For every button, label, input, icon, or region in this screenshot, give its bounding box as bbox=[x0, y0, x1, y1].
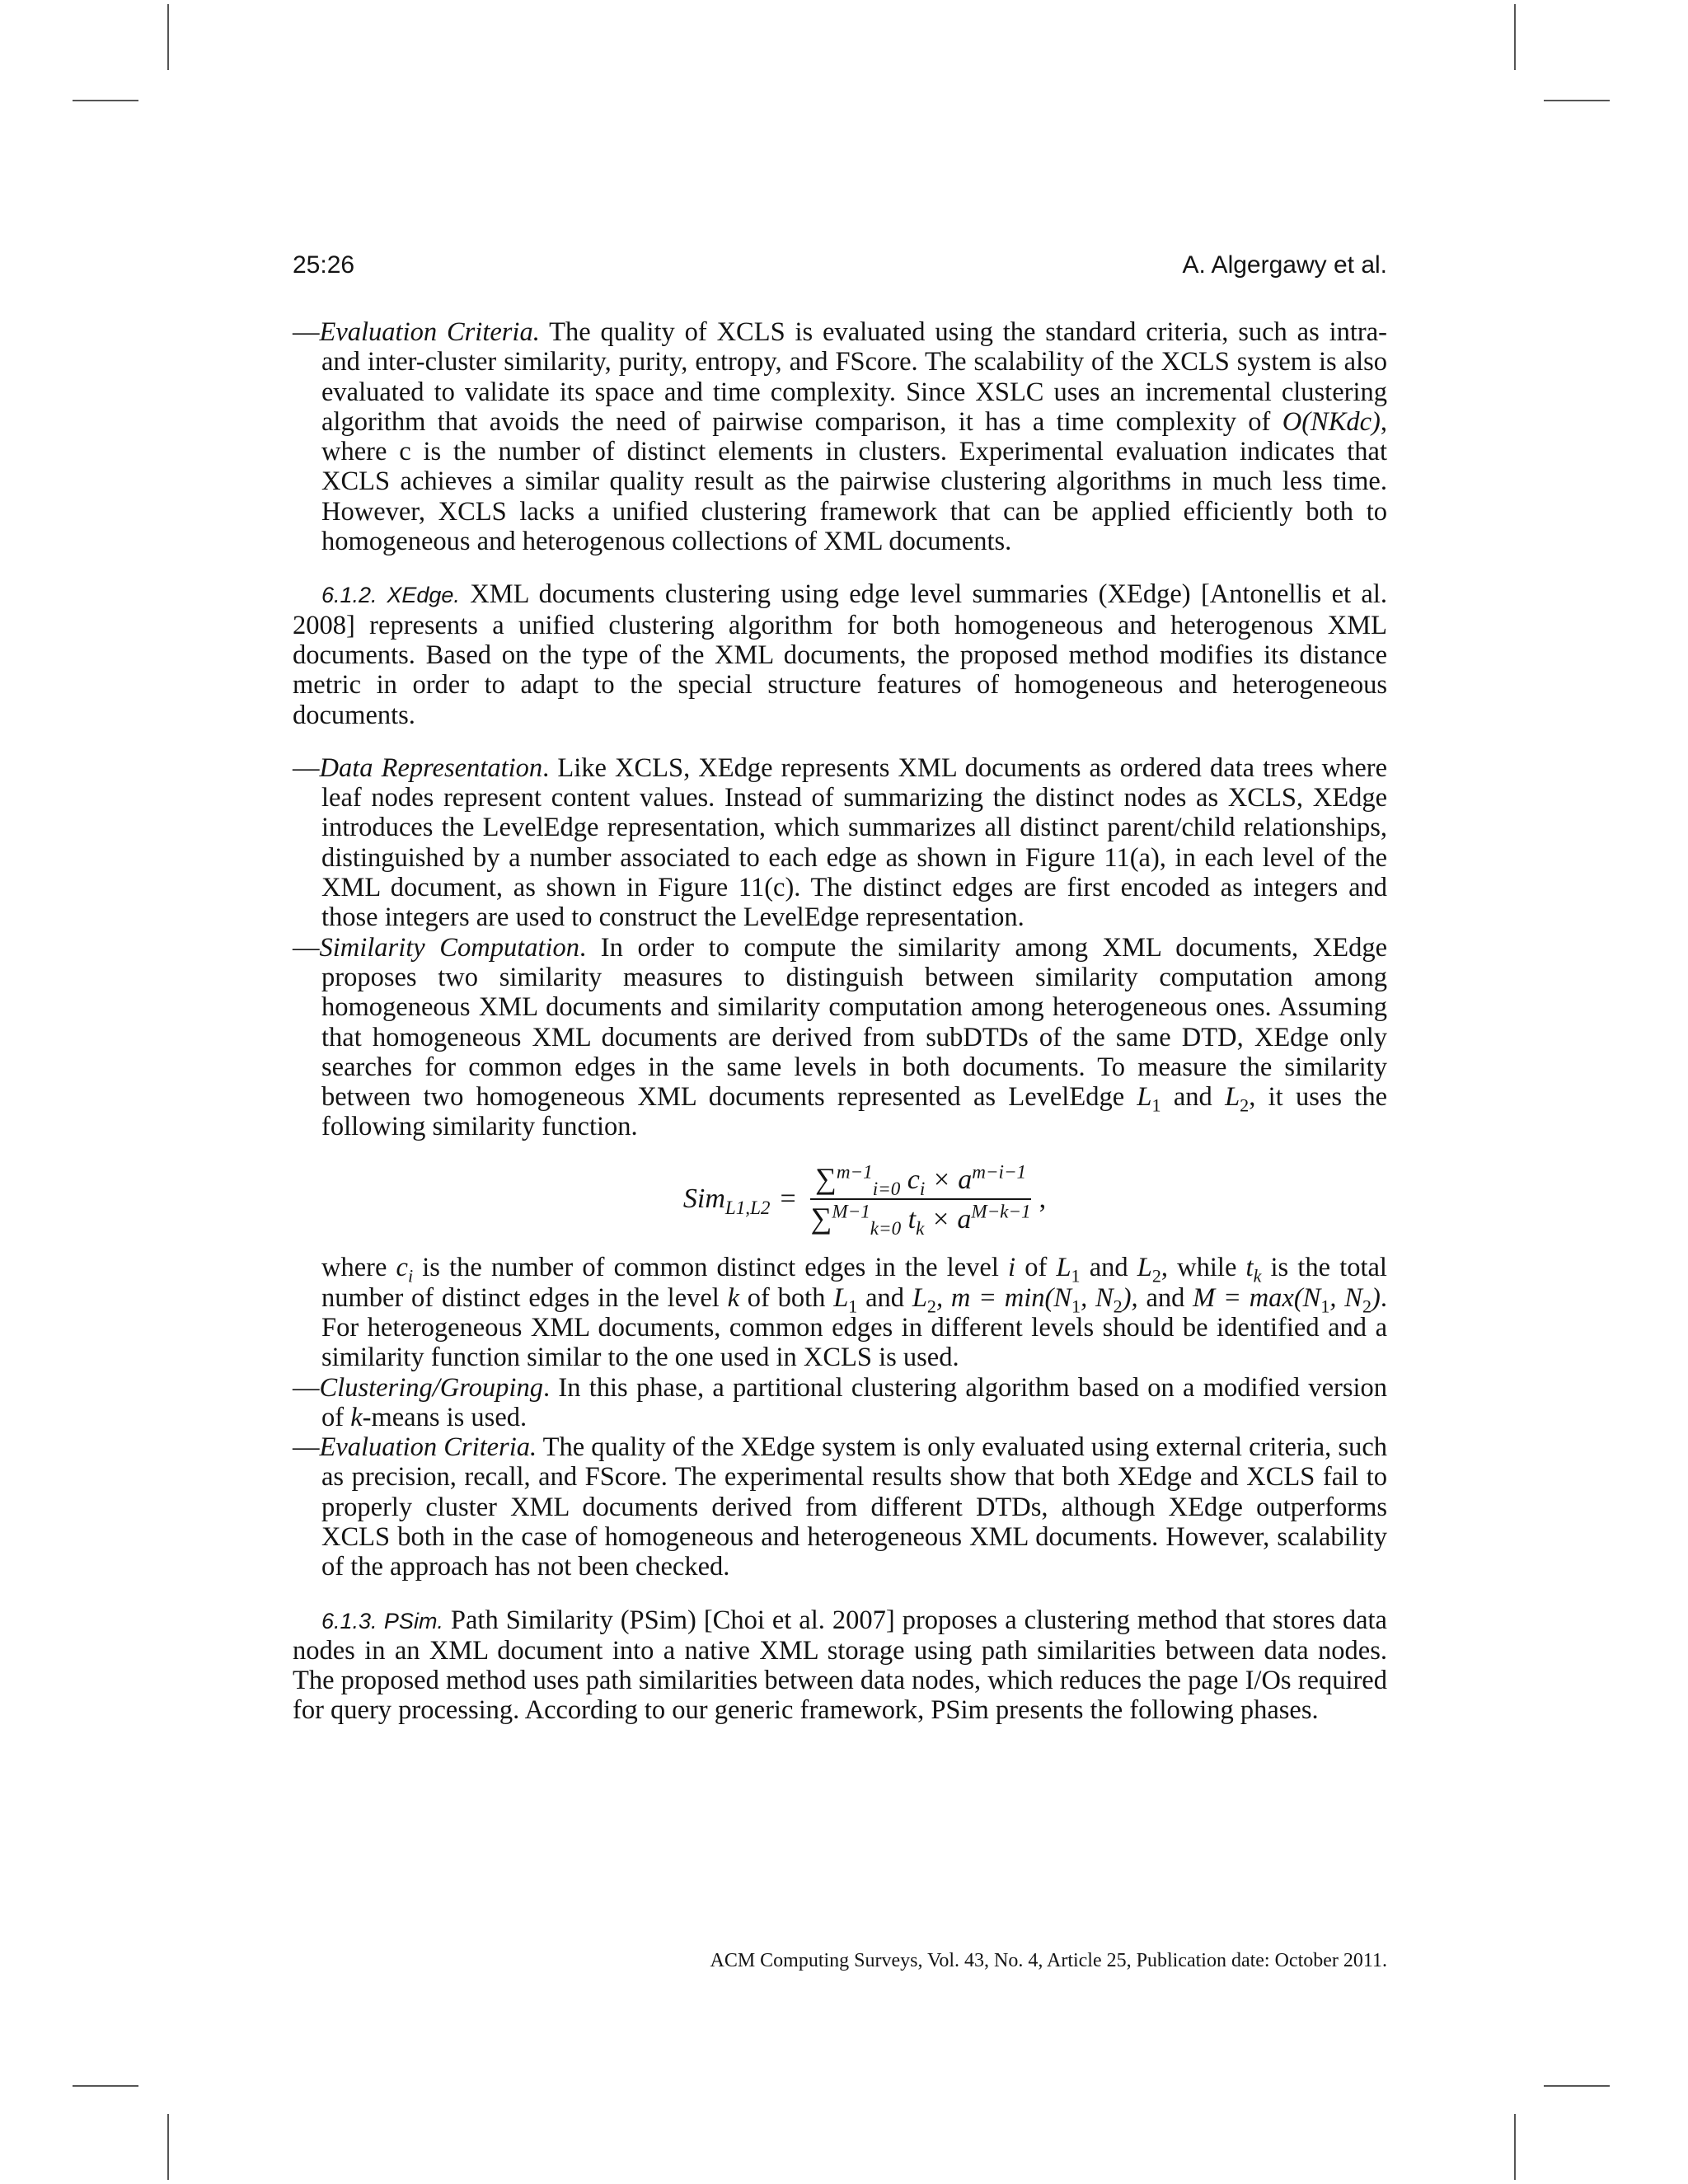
equation-explanation: where $c_i$ is the number of common distinct edges in the level i of $L_1$ and $L_2$, while $t_k$ is the total number of distinct edges in the level k of both $L_1$ and $L_2$, $m = \min(N_1$, $N_2$), and $M = \max(N_1$, $N_2$). For heterogeneous XML documents, common edges in different levels should be identified and a similarity function similar to the one used in XCLS is used. bbox=[321, 1253, 1387, 1373]
bullet-evaluation-criteria-xcls: —Evaluation Criteria. The quality of XCLS is evaluated using the standard criteria, such as intra- and inter-cluster similarity, purity, entropy, and FScore. The scalability of the XCLS system is also evaluated to validate its space and time complexity. Since XSLC uses an incremental clustering algorithm that avoids the need of pairwise comparison, it has a time complexity of O(NKdc), where c is the number of distinct elements in clusters. Experimental evaluation indicates that XCLS achieves a similar quality result as the pairwise clustering algorithms in much less time. However, XCLS lacks a unified clustering framework that can be applied efficiently both to homogeneous and heterogenous collections of XML documents. bbox=[293, 317, 1387, 557]
section-6-1-2-xedge: 6.1.2. XEdge. XML documents clustering using edge level summaries (XEdge) [Antonellis et al. 2008] represents a unified clustering algorithm for both homogeneous and heterogenous XML documents. Based on the type of the XML documents, the proposed method modifies its distance metric in order to adapt to the special structure features of homogeneous and heterogeneous documents. bbox=[293, 579, 1388, 730]
bullet-label: Evaluation Criteria. bbox=[319, 317, 540, 347]
crop-mark bbox=[1544, 100, 1610, 101]
bullet-label: Similarity Computation bbox=[319, 932, 580, 963]
crop-mark bbox=[73, 2085, 138, 2087]
bullet-label: Data Representation bbox=[319, 752, 543, 783]
crop-mark bbox=[1514, 4, 1516, 70]
section-6-1-3-psim: 6.1.3. PSim. Path Similarity (PSim) [Choi et al. 2007] proposes a clustering method that stores data nodes in an XML document into a native XML storage using path similarities between data nodes. The proposed method uses path similarities between data nodes, which reduces the page I/Os required for query processing. According to our generic framework, PSim presents the following phases. bbox=[293, 1605, 1387, 1726]
bullet-evaluation-criteria-xedge: —Evaluation Criteria. The quality of the XEdge system is only evaluated using external criteria, such as precision, recall, and FScore. The experimental results show that both XEdge and XCLS fail to properly cluster XML documents derived from different DTDs, although XEdge outperforms XCLS both in the case of homogeneous and heterogeneous XML documents. However, scalability of the approach has not been checked. bbox=[293, 1432, 1388, 1582]
complexity-notation: O(NKdc) bbox=[1282, 406, 1381, 437]
bullet-label: Evaluation Criteria. bbox=[319, 1432, 537, 1463]
crop-mark bbox=[1544, 2085, 1610, 2087]
running-authors: A. Algergawy et al. bbox=[1182, 251, 1387, 279]
equation-numerator: ∑$^{m-1}_{i=0}$ $c_i \times a^{m-i-1}$ bbox=[810, 1164, 1031, 1200]
bullet-similarity-computation: —Similarity Computation. In order to compute the similarity among XML documents, XEdge proposes two similarity measures to distinguish between similarity computation among homogeneous XML documents and similarity computation among heterogeneous ones. Assuming that homogeneous XML documents are derived from subDTDs of the same DTD, XEdge only searches for common edges in the same levels in both documents. To measure the similarity between two homogeneous XML documents represented as LevelEdge $L_1$ and $L_2$, it uses the following similarity function. bbox=[293, 932, 1387, 1142]
page-number: 25:26 bbox=[293, 251, 355, 279]
running-header bbox=[293, 251, 1387, 288]
equation-fraction bbox=[806, 1161, 1036, 1240]
crop-mark bbox=[167, 2114, 169, 2180]
crop-mark bbox=[167, 4, 169, 70]
section-heading: 6.1.2. XEdge. bbox=[321, 583, 460, 608]
page-footer: ACM Computing Surveys, Vol. 43, No. 4, Article 25, Publication date: October 2011. bbox=[710, 1950, 1387, 1971]
page-body bbox=[293, 317, 1387, 1726]
bullet-data-representation: —Data Representation. Like XCLS, XEdge represents XML documents as ordered data trees where leaf nodes represent content values. Instead of summarizing the distinct nodes as XCLS, XEdge introduces the LevelEdge representation, which summarizes all distinct parent/child relationships, distinguished by a number associated to each edge as shown in Figure 11(a), in each level of the XML document, as shown in Figure 11(c). The distinct edges are first encoded as integers and those integers are used to construct the LevelEdge representation. bbox=[293, 752, 1388, 933]
bullet-label: Clustering/Grouping bbox=[319, 1372, 543, 1403]
similarity-equation: Sim$_{L1,L2}$ = $\frac{\sum^{m-1}_{i=0} c_i \times a^{m-i-1}}{\sum^{M-1}_{k=0} t_k \times a^{M-k-1}}$ , bbox=[682, 1161, 1047, 1240]
section-heading: 6.1.3. PSim. bbox=[321, 1608, 443, 1633]
equation-denominator: ∑$^{M-1}_{k=0}$ $t_k \times a^{M-k-1}$ bbox=[810, 1201, 1031, 1240]
bullet-clustering-grouping: —Clustering/Grouping. In this phase, a partitional clustering algorithm based on a modified version of k-means is used. bbox=[293, 1372, 1387, 1432]
crop-mark bbox=[1514, 2114, 1516, 2180]
crop-mark bbox=[73, 100, 138, 101]
